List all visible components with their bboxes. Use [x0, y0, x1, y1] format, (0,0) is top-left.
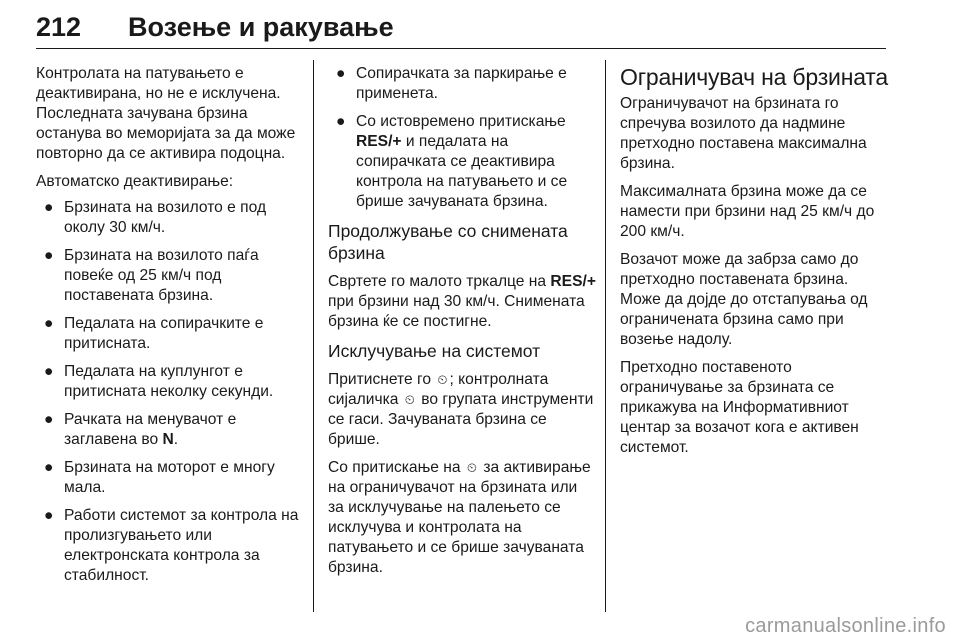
paragraph-auto-deactivation: Автоматско деактивирање: [36, 173, 234, 190]
header-rule [36, 48, 886, 49]
speed-limiter-icon: ⏲ [466, 460, 478, 475]
list-item: ● Рачката на менувачот е заглавена во N. [44, 411, 237, 448]
list-item: ● Работи системот за контрола на пролизгувањето или електронската контрола за стабилност. [44, 507, 299, 584]
res-plus-label: RES/+ [550, 273, 596, 290]
list-item: ● Брзината на моторот е многу мала. [44, 459, 275, 496]
paragraph-resume: Свртете го малото тркалце на RES/+ при брзини над 30 км/ч. Снимената брзина ќе се постигне. [328, 273, 596, 330]
paragraph-switch-off: Притиснете го ⏲ ; контролната сијаличка ⏲ во групата инструменти се гаси. Зачуваната брзина се брише. [328, 371, 594, 448]
page-header [36, 10, 886, 50]
watermark: carmanualsonline.info [745, 615, 946, 637]
column-3 [620, 64, 892, 466]
column-divider-1 [313, 60, 314, 612]
heading-resume-speed: Продолжување со снимената брзина [328, 221, 568, 263]
column-1 [36, 64, 304, 594]
bullet-icon: ● [336, 113, 346, 130]
list-item: ● Брзината на возилото е под околу 30 км/ч. [44, 199, 267, 236]
res-plus-label: RES/+ [356, 133, 402, 150]
bullet-icon: ● [336, 65, 346, 82]
bullet-icon: ● [44, 363, 54, 380]
heading-switch-off: Исклучување на системот [328, 341, 541, 361]
heading-speed-limiter: Ограничувач на брзината [620, 64, 888, 90]
list-item: ● Педалата на куплунгот е притисната неколку секунди. [44, 363, 274, 400]
auto-deactivation-list [36, 198, 304, 586]
paragraph-limiter-intro: Ограничувачот на брзината го спречува возилото да надмине претходно поставена максимална брзина. [620, 95, 867, 172]
cruise-control-icon: ⏲ [404, 392, 415, 407]
list-item: ● Со истовремено притискање RES/+ и педалата на сопирачката се деактивира контрола на патувањето и се брише зачуваната брзина. [336, 113, 568, 210]
column-2 [328, 64, 596, 586]
bullet-icon: ● [44, 411, 54, 428]
deactivation-list-continued [328, 64, 596, 212]
bullet-icon: ● [44, 199, 54, 216]
gear-n-label: N [162, 431, 174, 448]
paragraph-limiter-accel: Возачот може да забрза само до претходно поставената брзина. Може да дојде до отстапувања од ограничената брзина само при возење надолу. [620, 251, 868, 348]
cruise-control-icon: ⏲ [437, 372, 448, 387]
column-divider-2 [605, 60, 606, 612]
page-number: 212 [36, 12, 82, 42]
bullet-icon: ● [44, 247, 54, 264]
bullet-icon: ● [44, 315, 54, 332]
paragraph-limiter-range: Максималната брзина може да се намести при брзини над 25 км/ч до 200 км/ч. [620, 183, 875, 240]
page-title: Возење и ракување [128, 12, 394, 42]
paragraph-deactivated: Контролата на патувањето е деактивирана, но не е исклучена. Последната зачувана брзина останува во меморијата за да може повторно да се активира подоцна. [36, 65, 296, 162]
list-item: ● Сопирачката за паркирање е применета. [336, 65, 567, 102]
bullet-icon: ● [44, 459, 54, 476]
list-item: ● Педалата на сопирачките е притисната. [44, 315, 264, 352]
bullet-icon: ● [44, 507, 54, 524]
paragraph-limiter-display: Претходно поставеното ограничување за брзината се прикажува на Информативниот центар за возачот кога е активен системот. [620, 359, 859, 456]
paragraph-limiter-activation: Со притискање на ⏲ за активирање на ограничувачот на брзината или за исклучување на палењето се исклучува и контролата на патувањето и се брише зачуваната брзина. [328, 459, 591, 576]
list-item: ● Брзината на возилото паѓа повеќе од 25 км/ч под поставената брзина. [44, 247, 259, 304]
